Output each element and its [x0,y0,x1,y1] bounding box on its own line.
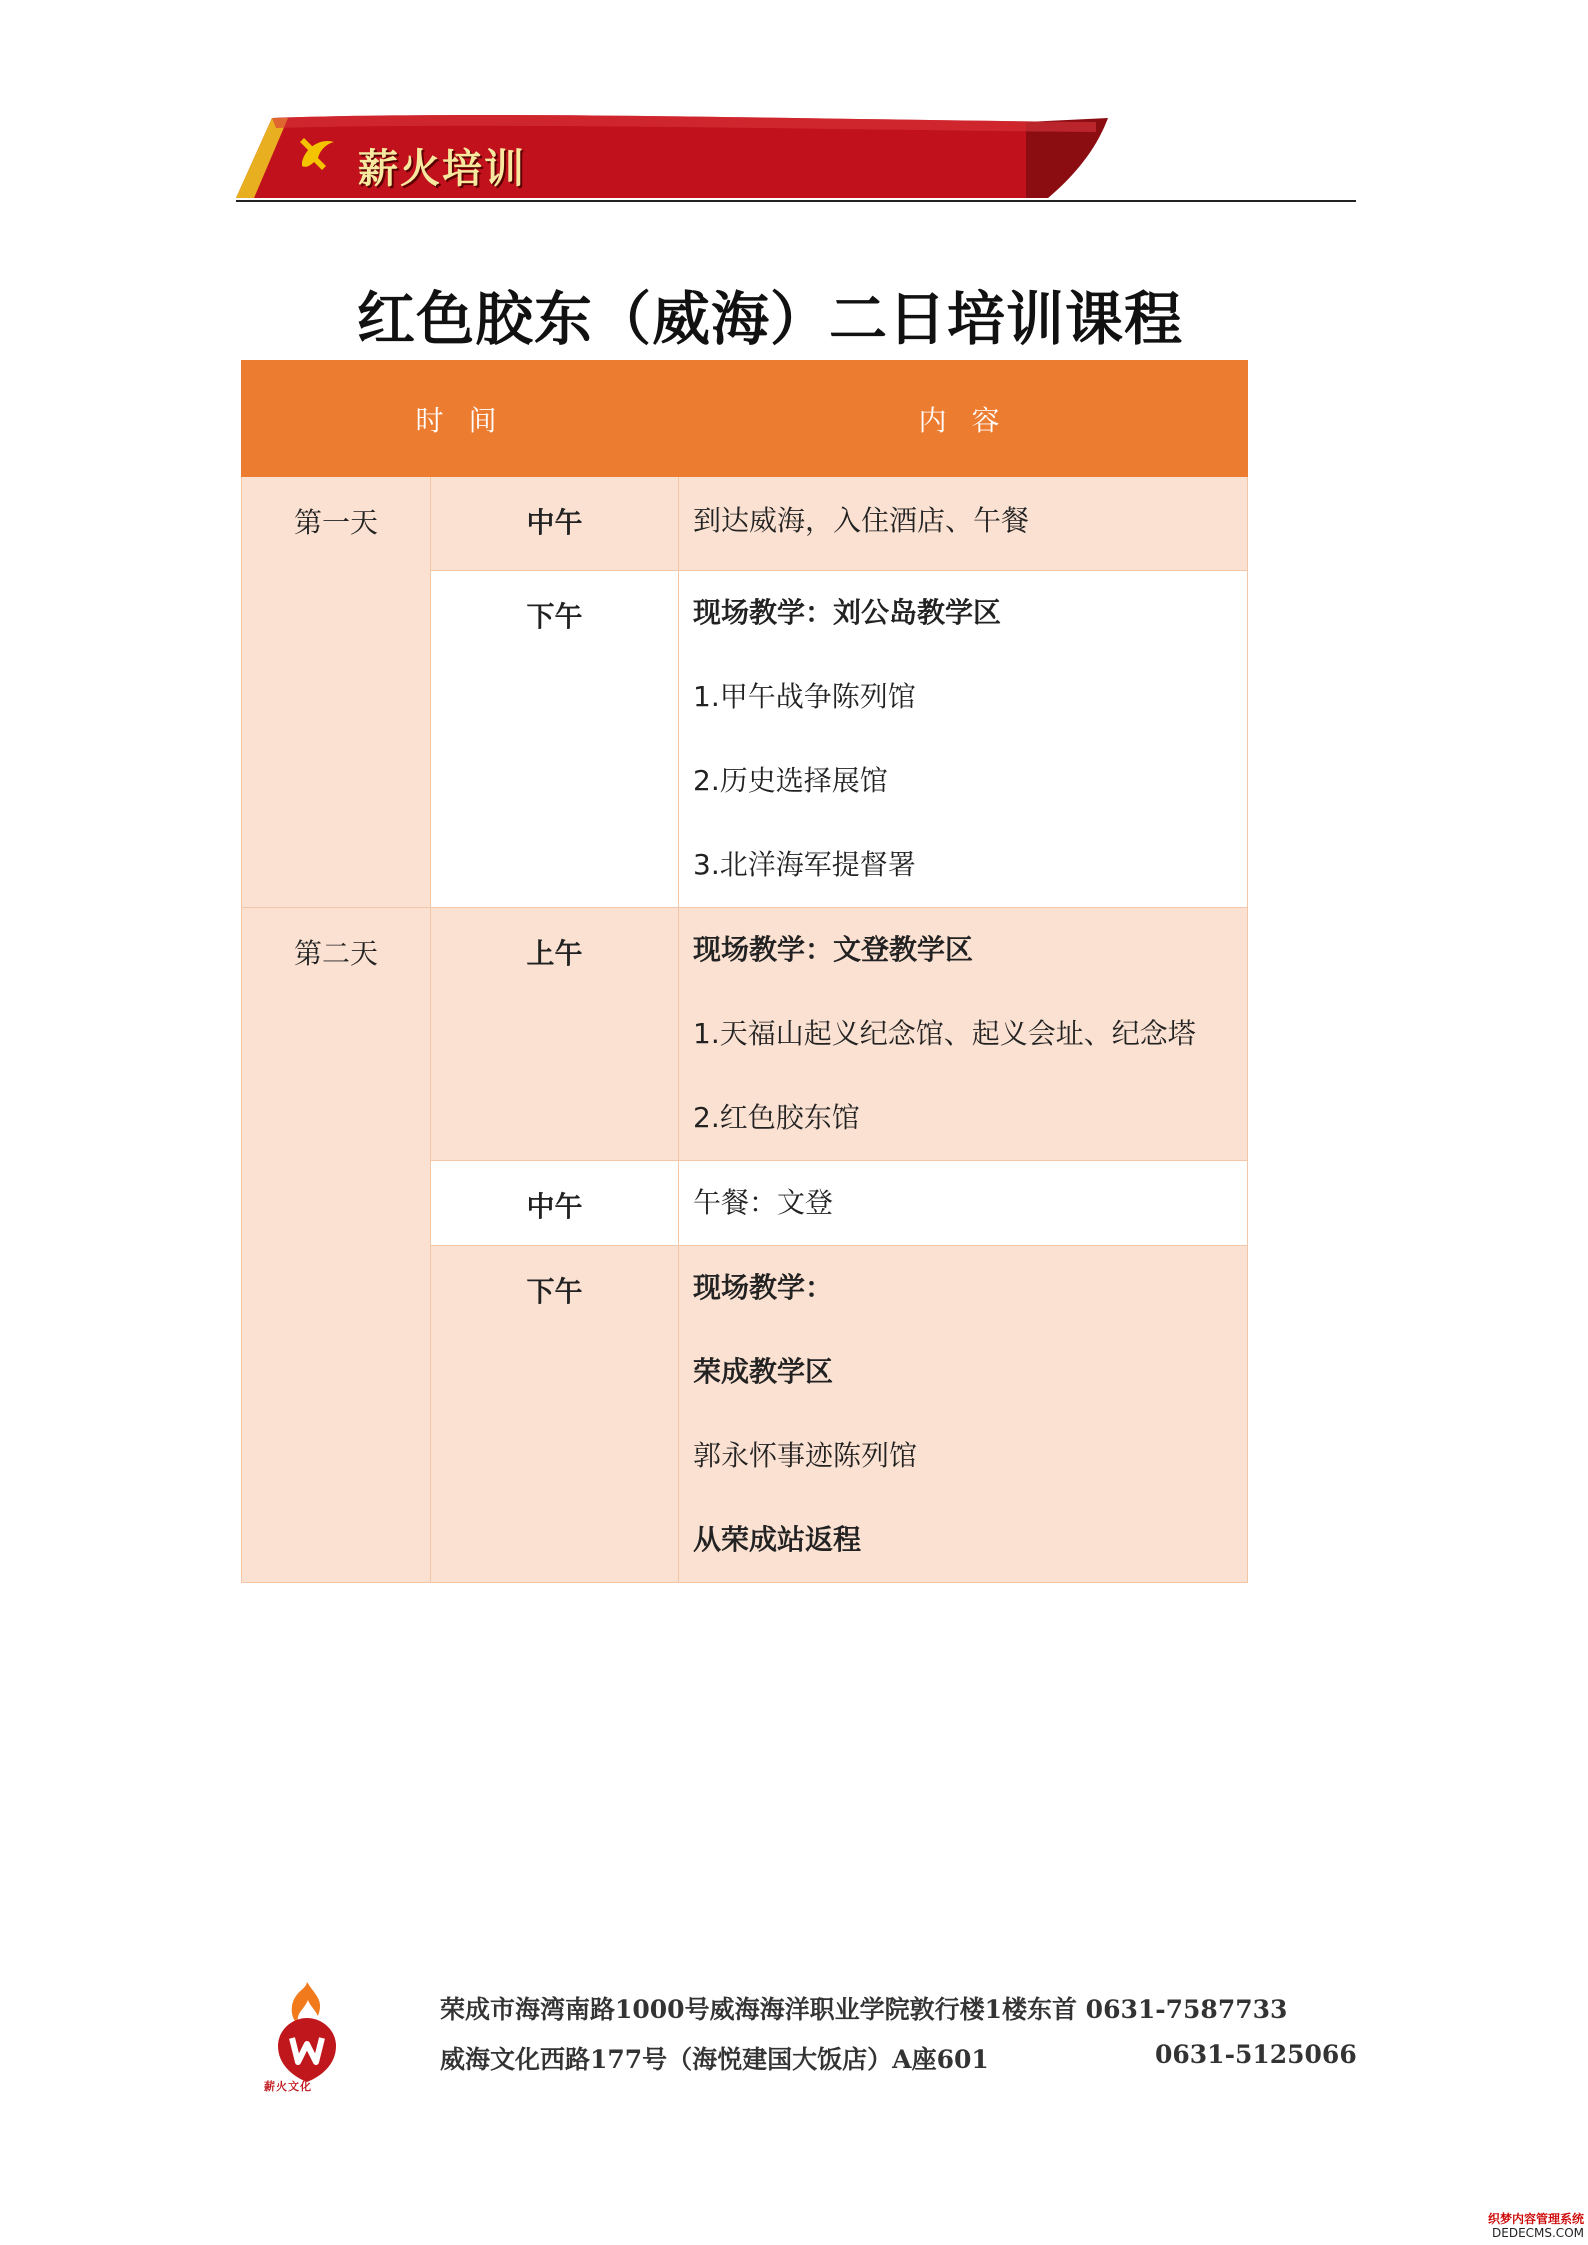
content-line: 3.北洋海军提督署 [693,848,916,881]
content-line: 到达威海，入住酒店、午餐 [693,504,1030,537]
content-line: 1.甲午战争陈列馆 [693,680,916,713]
content-line: 午餐：文登 [693,1186,834,1219]
header-divider [236,200,1356,202]
column-header-time: 时 间 [242,361,679,477]
time-label: 下午 [526,1275,583,1308]
content-cell [679,571,1248,908]
content-line: 现场教学：刘公岛教学区 [693,596,1002,629]
banner-title: 薪火培训 [358,145,526,192]
content-line: 2.历史选择展馆 [693,764,888,797]
time-cell [431,571,679,908]
day-label: 第二天 [293,937,378,970]
content-cell [679,477,1248,571]
party-emblem-icon [296,132,340,172]
table-header-row [242,361,1248,477]
content-cell [679,1161,1248,1246]
watermark [1488,2212,1584,2240]
time-cell [431,1246,679,1583]
company-logo-icon [252,1978,362,2088]
content-line: 荣成教学区 [693,1355,834,1388]
content-cell [679,1246,1248,1583]
logo-caption: 薪火文化 [264,2080,312,2093]
time-cell [431,908,679,1161]
content-line: 从荣成站返程 [693,1523,862,1556]
schedule-table [241,360,1248,1583]
content-line: 1.天福山起义纪念馆、起义会址、纪念塔 [693,1017,1196,1050]
day-cell [242,908,431,1583]
day-label: 第一天 [293,506,378,539]
content-cell [679,908,1248,1161]
time-cell [431,1161,679,1246]
table-row [242,477,1248,571]
watermark-line-1: 织梦内容管理系统 [1488,2212,1585,2226]
content-line: 现场教学：文登教学区 [693,933,974,966]
watermark-line-2: DEDECMS.COM [1492,2226,1584,2240]
footer-address-2: 威海文化西路177号（海悦建国大饭店）A座601 [440,2045,989,2074]
content-line: 现场教学： [693,1271,834,1304]
time-cell [431,477,679,571]
time-label: 中午 [526,506,583,539]
content-line: 2.红色胶东馆 [693,1101,860,1134]
time-label: 中午 [526,1190,583,1223]
time-label: 上午 [526,937,583,970]
content-line: 郭永怀事迹陈列馆 [693,1439,918,1472]
header-banner [236,110,1108,200]
page-title: 红色胶东（威海）二日培训课程 [356,285,1183,353]
table-row [242,908,1248,1161]
column-header-content: 内 容 [679,361,1248,477]
day-cell [242,477,431,908]
time-label: 下午 [526,600,583,633]
footer-address-1: 荣成市海湾南路1000号威海海洋职业学院敦行楼1楼东首 0631-7587733 [440,1995,1288,2024]
footer-phone-2: 0631-5125066 [1155,2040,1357,2069]
